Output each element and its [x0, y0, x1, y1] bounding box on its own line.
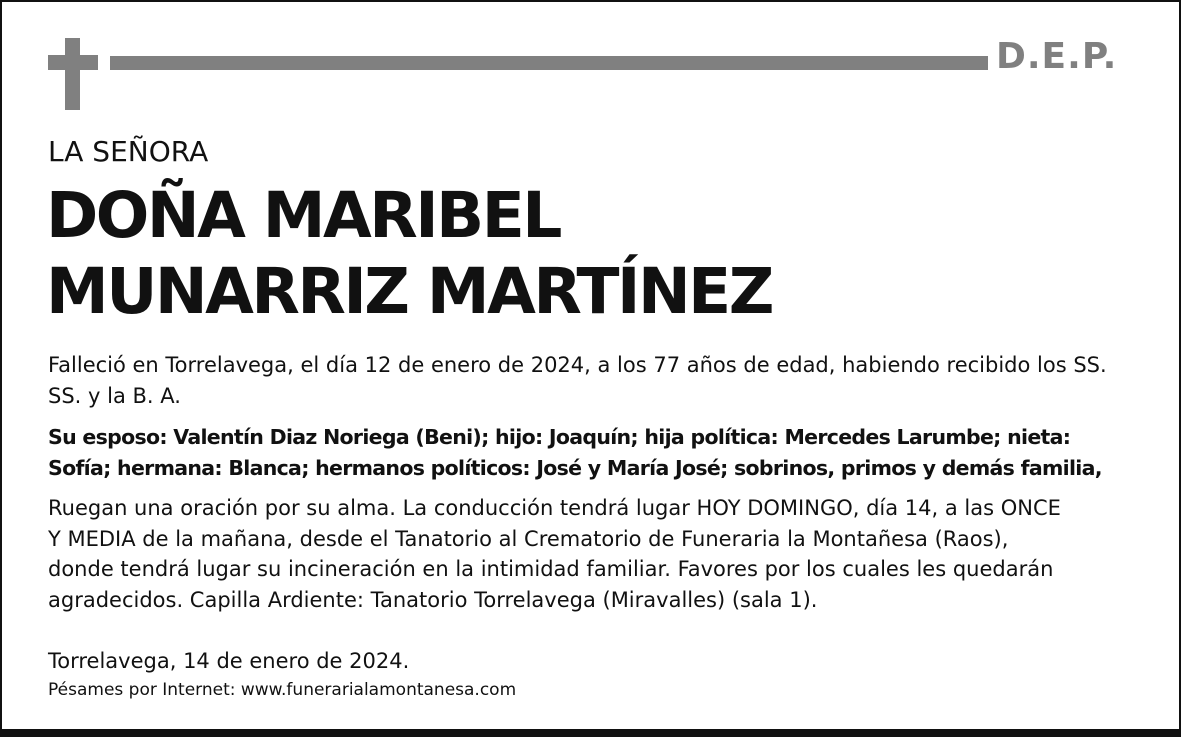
- family-paragraph: Su esposo: Valentín Diaz Noriega (Beni); hijo: Joaquín; hija política: Mercedes Larumbe; nieta: Sofía; hermana: Blanca; hermanos políticos: José y María José; sobrinos, primos y demás familia,: [48, 425, 1102, 480]
- header-rule: [110, 56, 988, 70]
- deceased-name-line1: DOÑA MARIBEL: [46, 179, 560, 252]
- funeral-details-paragraph: Ruegan una oración por su alma. La conducción tendrá lugar HOY DOMINGO, día 14, a las ONCE Y MEDIA de la mañana, desde el Tanatorio al Crematorio de Funeraria la Montañesa (Raos), donde tendrá lugar su incineración en la intimidad familiar. Favores por los cuales les quedarán agradecidos. Capilla Ardiente: Tanatorio Torrelavega (Miravalles) (sala 1).: [48, 496, 1061, 612]
- bottom-rule: [0, 729, 1181, 737]
- cross-vertical-bar: [65, 38, 80, 110]
- title-prefix: LA SEÑORA: [48, 135, 209, 168]
- death-notice-paragraph: Falleció en Torrelavega, el día 12 de enero de 2024, a los 77 años de edad, habiendo recibido los SS. SS. y la B. A.: [48, 353, 1107, 408]
- deceased-name: [46, 178, 772, 330]
- dep-label: D.E.P.: [996, 36, 1118, 77]
- condolences-website: Pésames por Internet: www.funerarialamontanesa.com: [48, 680, 517, 700]
- deceased-name-line2: MUNARRIZ MARTÍNEZ: [46, 255, 772, 328]
- cross-icon: [48, 38, 98, 110]
- place-date: Torrelavega, 14 de enero de 2024.: [48, 649, 410, 673]
- cross-horizontal-bar: [48, 55, 98, 70]
